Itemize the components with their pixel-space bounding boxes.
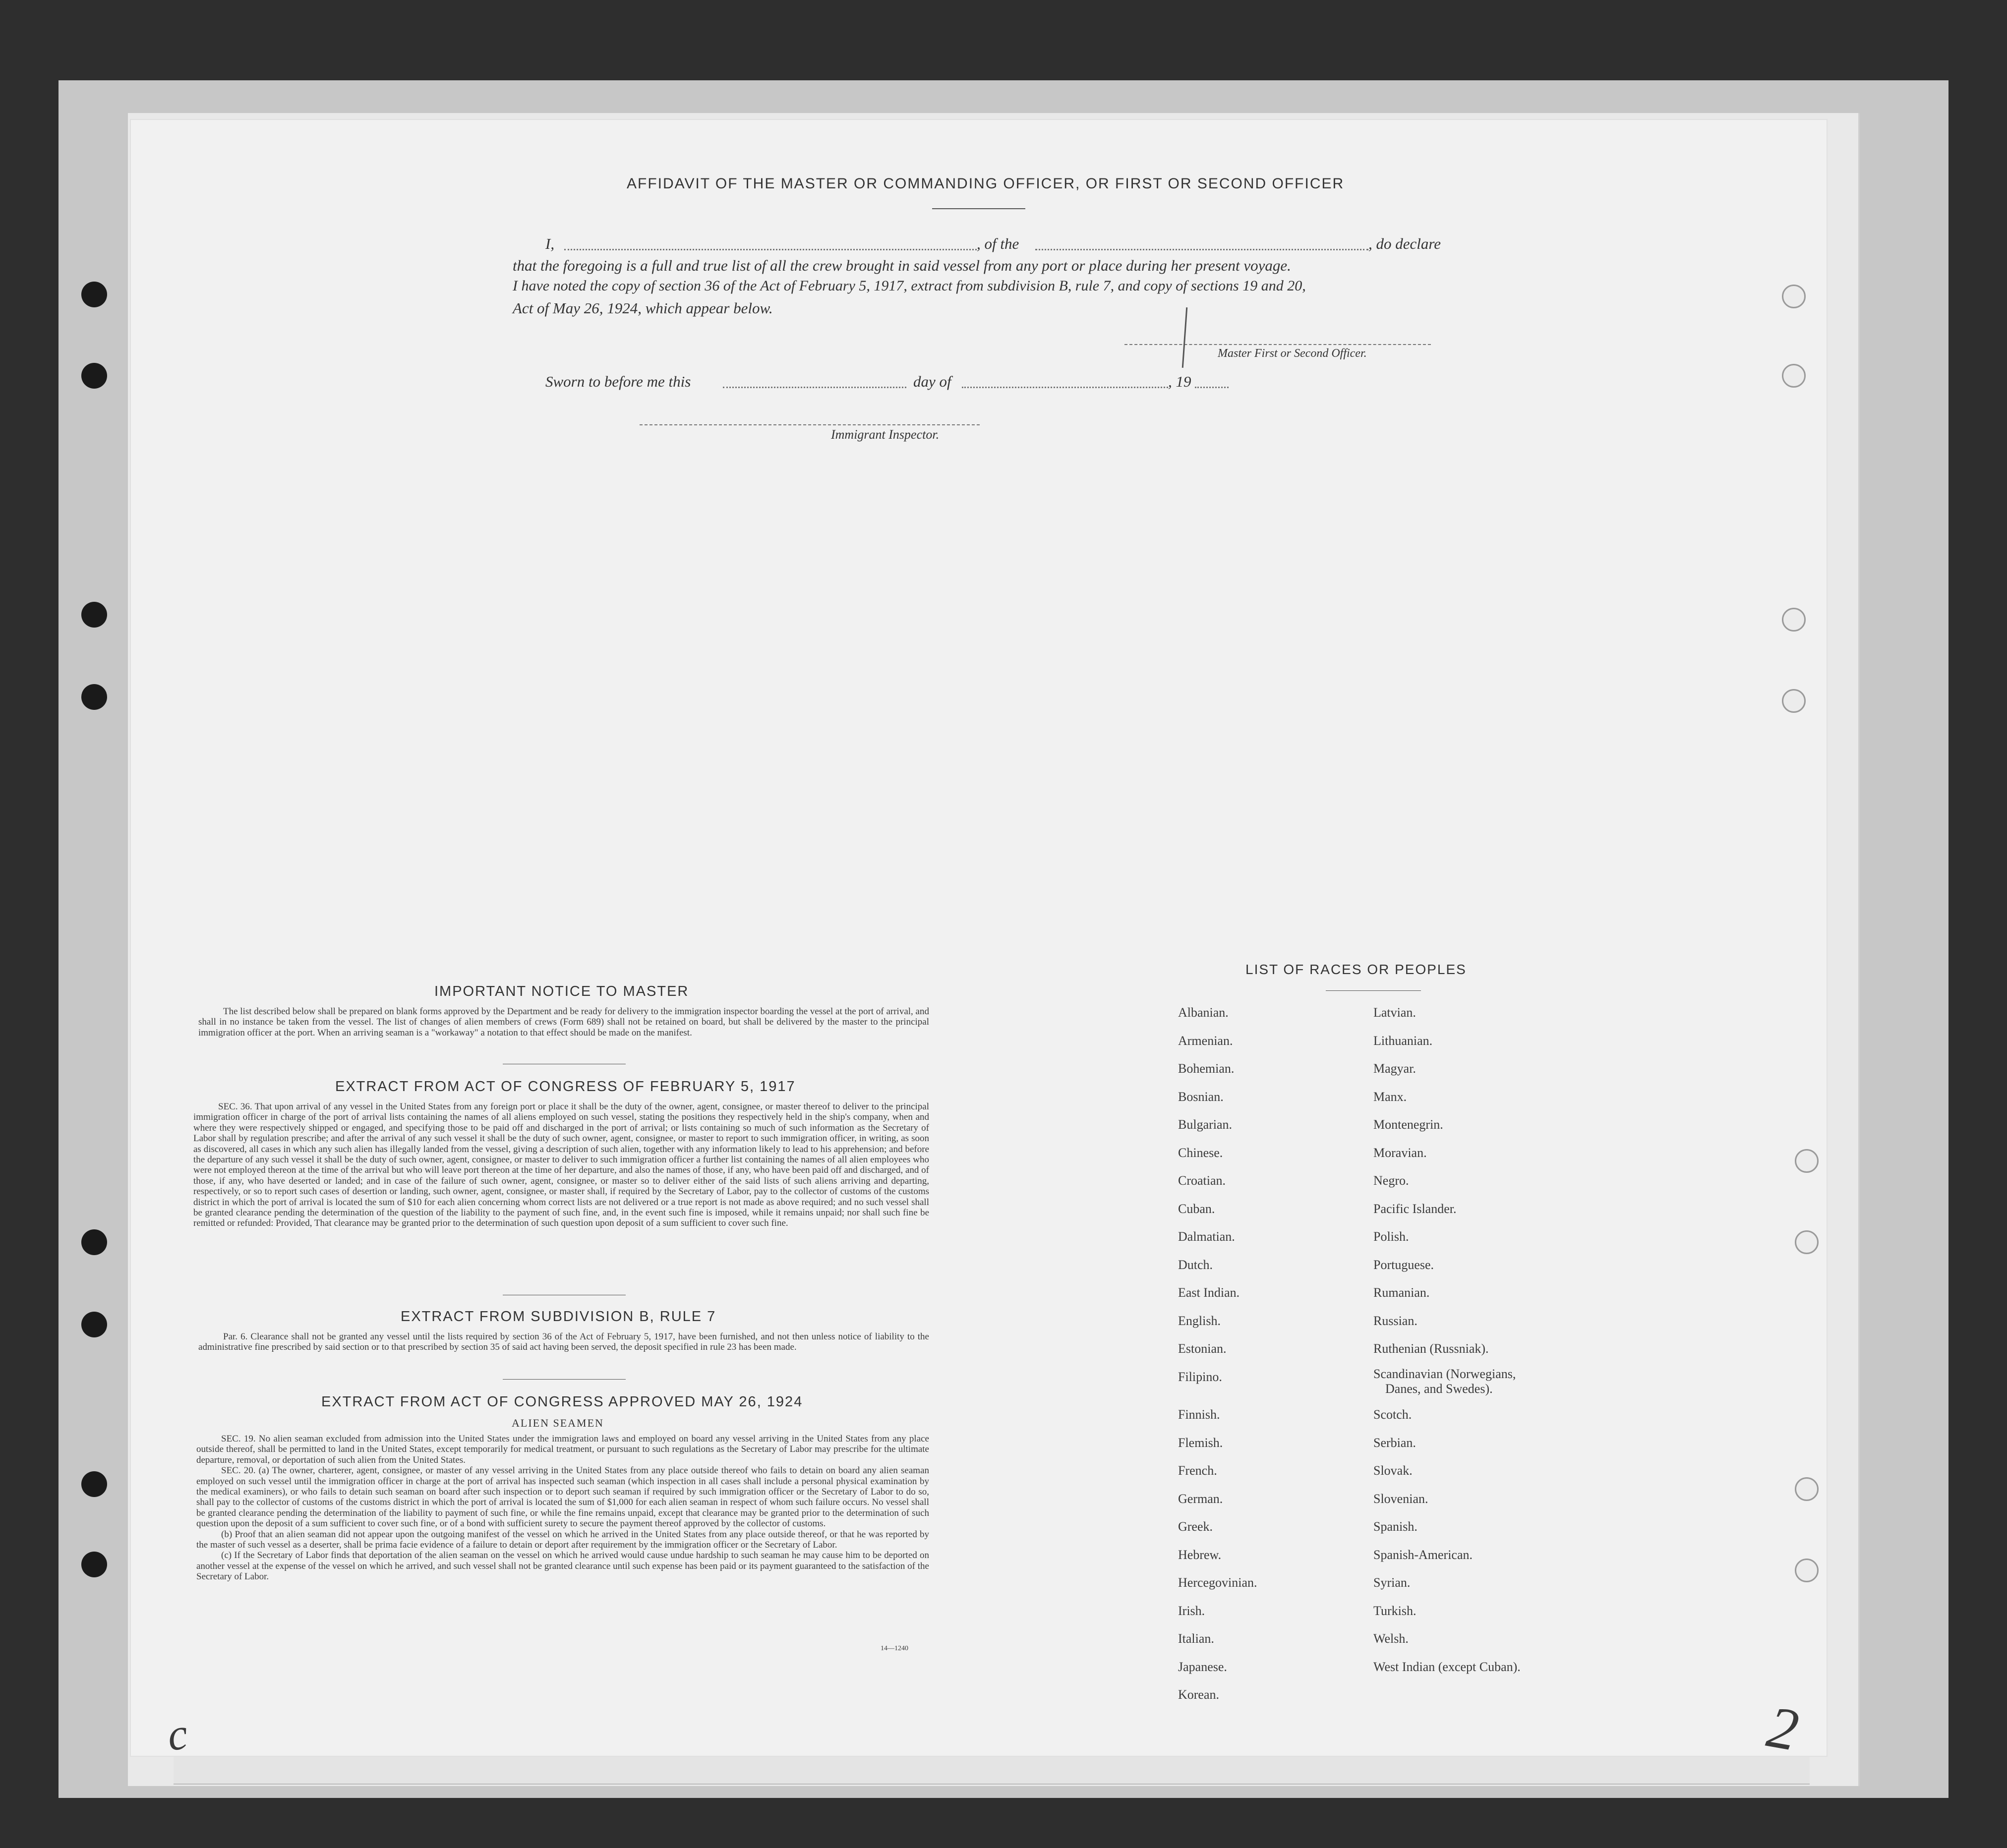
extract-rule7-text: [198, 1331, 929, 1364]
notice-paragraph: The list described below shall be prepared on blank forms approved by the Department and be ready for delivery to the immigration inspector boarding the vessel at the port of arrival, and shall in no instance be taken from the vessel. The list of changes of alien members of crews (Form 689) shall not be retained on board, but shall be delivered by the master to the principal immigration officer at the port. When an arriving seaman is a "workaway" a notation to that effect should be made on the manifest.: [198, 1006, 929, 1038]
punch-ring: [1795, 1477, 1819, 1501]
race-item: Spanish-American.: [1373, 1547, 1473, 1562]
sworn-label: Sworn to before me this: [545, 373, 691, 390]
race-item: Korean.: [1178, 1687, 1220, 1702]
sec-20b-paragraph: (b) Proof that an alien seaman did not appear upon the outgoing manifest of the vessel on which he arrived in the United States from any place outside thereof, or that he was reported by the master of such vessel as a deserter, shall be prima facie evidence of a failure to detain or deport after requirement by the immigration officer or the Secretary of Labor.: [196, 1529, 929, 1551]
affidavit-title: AFFIDAVIT OF THE MASTER OR COMMANDING OFFICER, OR FIRST OR SECOND OFFICER: [627, 175, 1345, 192]
sec-20c-paragraph: (c) If the Secretary of Labor finds that deportation of the alien seaman on the vessel on which he arrived would cause undue hardship to such seaman he may cause him to be deported on another vessel at the expense of the vessel on which he arrived, and such vessel shall not be granted clearance until such expense has been paid or its payment guaranteed to the satisfaction of the Secretary of Labor.: [196, 1550, 929, 1582]
race-item: Serbian.: [1373, 1435, 1416, 1450]
race-item: Polish.: [1373, 1229, 1409, 1244]
race-item: Pacific Islander.: [1373, 1201, 1457, 1216]
extract-1924-text: [196, 1434, 929, 1637]
day-of-label: day of: [913, 373, 951, 390]
race-item: Scotch.: [1373, 1407, 1412, 1422]
race-item: Slovenian.: [1373, 1491, 1428, 1506]
race-item: Russian.: [1373, 1313, 1417, 1328]
race-item: Turkish.: [1373, 1603, 1417, 1618]
punch-ring: [1782, 285, 1806, 308]
punch-hole: [81, 282, 107, 307]
races-title: LIST OF RACES OR PEOPLES: [1245, 962, 1467, 977]
race-item: Negro.: [1373, 1173, 1409, 1188]
race-item: Rumanian.: [1373, 1285, 1430, 1300]
race-item: Japanese.: [1178, 1659, 1227, 1674]
race-item: Slovak.: [1373, 1463, 1413, 1478]
section-divider: [503, 1379, 626, 1380]
master-signature-line[interactable]: [1124, 344, 1431, 345]
affidavit-i: I,: [545, 235, 555, 252]
sec-20a-paragraph: SEC. 20. (a) The owner, charterer, agent, consignee, or master of any vessel arriving in the United States from any place outside thereof who fails to detain on board any alien seaman employed on such vessel until the immigration officer in charge at the port of arrival has inspected such seaman (which inspection in all cases shall include a personal physical examination by the medical examiners), or who fails to detain such seaman on board after such inspection or to deport such seaman if required by such immigration officer or the Secretary of Labor to do so, shall pay to the collector of customs of the customs district in which the port of arrival is located the sum of $1,000 for each alien seaman in respect of whom such failure occurs. No vessel shall be granted clearance pending the determination of the liability to payment of such fine, or while the fine remains unpaid, except that clearance may be granted prior to the determination of such question upon the deposit of a sum sufficient to cover such fine, or of a bond with sufficient surety to secure the payment thereof approved by the collector of customs.: [196, 1465, 929, 1529]
race-item: Finnish.: [1178, 1407, 1220, 1422]
race-item: Dalmatian.: [1178, 1229, 1235, 1244]
race-item: French.: [1178, 1463, 1217, 1478]
race-item: Moravian.: [1373, 1145, 1427, 1160]
master-name-field[interactable]: [564, 249, 977, 250]
race-item: Spanish.: [1373, 1519, 1417, 1534]
race-item: Bohemian.: [1178, 1061, 1235, 1076]
punch-ring: [1782, 364, 1806, 388]
master-caption: Master First or Second Officer.: [1218, 347, 1367, 360]
race-item: Montenegrin.: [1373, 1117, 1443, 1132]
extract-rule7-paragraph: Par. 6. Clearance shall not be granted any vessel until the lists required by section 36 of the Act of February 5, 1917, have been furnished, and not then unless notice of liability to the administrative fine prescribed by said section or to that prescribed by section 35 of said act having been served, the deposit specified in rule 23 has been made.: [198, 1331, 929, 1353]
race-item: German.: [1178, 1491, 1223, 1506]
punch-hole: [81, 363, 107, 389]
punch-hole: [81, 602, 107, 628]
punch-ring: [1795, 1149, 1819, 1173]
race-item: English.: [1178, 1313, 1221, 1328]
extract-1924-subtitle: ALIEN SEAMEN: [512, 1417, 604, 1429]
race-item: Chinese.: [1178, 1145, 1223, 1160]
race-item: Irish.: [1178, 1603, 1205, 1618]
race-item: Estonian.: [1178, 1341, 1227, 1356]
sworn-month-field[interactable]: [962, 387, 1168, 388]
extract-1917-paragraph: SEC. 36. That upon arrival of any vessel in the United States from any foreign port or place it shall be the duty of the owner, agent, consignee, or master thereof to deliver to the principal immigration officer in charge of the port of arrival lists containing the names of all aliens employed on such vessel, stating the positions they respectively held in the ship's company, when and where they were respectively shipped or engaged, and specifying those to be paid off and discharged in the port of arrival; or lists containing so much of such information as the Secretary of Labor shall by regulation prescribe; and after the arrival of any such vessel it shall be the duty of such owner, agent, consignee, or master to report to such immigration officer, in writing, as soon as discovered, all cases in which any such alien has illegally landed from the vessel, giving a description of such alien, together with any information likely to lead to his apprehension; and before the departure of any such vessel it shall be the duty of such owner, agent, consignee, or master to deliver to such immigration officer a further list containing the names of all alien employees who were not employed thereon at the time of the arrival but who will leave port thereon at the time of her departure, and also the names of those, if any, who have been paid off and discharged, and of those, if any, who have deserted or landed; and in case of the failure of such owner, agent, consignee, or master so to deliver either of the said lists of such aliens arriving and departing, respectively, or so to report such cases of desertion or landing, such owner, agent, consignee, or master shall, if required by the Secretary of Labor, pay to the collector of customs of the customs district in which the port of arrival is located the sum of $10 for each alien concerning whom correct lists are not delivered or a true report is not made as above required; and no such vessel shall be granted clearance pending the determination of the question of the liability to the payment of such fine, and, in the event such fine is imposed, while it remains unpaid; nor shall such fine be remitted or refunded: Provided, That clearance may be granted prior to the determination of such question upon deposit of a sum sufficient to cover such fine.: [193, 1101, 929, 1229]
race-item: Manx.: [1373, 1089, 1407, 1104]
extract-1917-text: [193, 1101, 929, 1282]
race-item: Croatian.: [1178, 1173, 1226, 1188]
extract-1917-title: EXTRACT FROM ACT OF CONGRESS OF FEBRUARY 5, 1917: [335, 1079, 796, 1095]
extract-rule7-title: EXTRACT FROM SUBDIVISION B, RULE 7: [401, 1309, 716, 1325]
race-item: Portuguese.: [1373, 1257, 1434, 1272]
affidavit-line-4: Act of May 26, 1924, which appear below.: [513, 299, 773, 317]
races-title-underline: [1326, 990, 1421, 991]
notice-title: IMPORTANT NOTICE TO MASTER: [434, 983, 689, 999]
punch-hole: [81, 684, 107, 710]
affidavit-line-3: I have noted the copy of section 36 of the Act of February 5, 1917, extract from subdivision B, rule 7, and copy of sections 19 and 20,: [513, 278, 1306, 294]
race-item: Magyar.: [1373, 1061, 1416, 1076]
race-item: Hebrew.: [1178, 1547, 1222, 1562]
race-item: West Indian (except Cuban).: [1373, 1659, 1521, 1674]
race-item: Filipino.: [1178, 1369, 1222, 1384]
affidavit-line-2: that the foregoing is a full and true list of all the crew brought in said vessel from any port or place during her present voyage.: [513, 257, 1291, 274]
extract-1924-title: EXTRACT FROM ACT OF CONGRESS APPROVED MAY 26, 1924: [321, 1394, 803, 1410]
form-number: 14—1240: [881, 1645, 908, 1652]
punch-ring: [1782, 608, 1806, 632]
punch-hole: [81, 1552, 107, 1577]
race-item: East Indian.: [1178, 1285, 1240, 1300]
inspector-caption: Immigrant Inspector.: [831, 427, 940, 442]
race-item: Dutch.: [1178, 1257, 1213, 1272]
affidavit-declare: , do declare: [1368, 235, 1441, 252]
race-item: Ruthenian (Russniak).: [1373, 1341, 1489, 1356]
sworn-day-field[interactable]: [723, 387, 906, 388]
punch-ring: [1795, 1230, 1819, 1254]
punch-hole: [81, 1229, 107, 1255]
punch-hole: [81, 1471, 107, 1497]
punch-ring: [1795, 1559, 1819, 1582]
race-item: Hercegovinian.: [1178, 1575, 1257, 1590]
title-underline: [932, 208, 1025, 209]
punch-hole: [81, 1312, 107, 1337]
race-item: Bosnian.: [1178, 1089, 1224, 1104]
affidavit-of-the: , of the: [977, 235, 1019, 252]
notice-text: [198, 1006, 929, 1052]
race-item: Flemish.: [1178, 1435, 1223, 1450]
sworn-year-field[interactable]: [1195, 387, 1229, 388]
race-item: Syrian.: [1373, 1575, 1411, 1590]
race-item: Lithuanian.: [1373, 1033, 1433, 1048]
race-item: Cuban.: [1178, 1201, 1215, 1216]
year-prefix: , 19: [1168, 373, 1191, 390]
race-item: Italian.: [1178, 1631, 1214, 1646]
race-item: Albanian.: [1178, 1005, 1229, 1020]
handwritten-mark-right: 2: [1762, 1693, 1804, 1764]
race-item: Welsh.: [1373, 1631, 1409, 1646]
vessel-name-field[interactable]: [1035, 249, 1368, 250]
race-item: Bulgarian.: [1178, 1117, 1233, 1132]
race-item: Greek.: [1178, 1519, 1213, 1534]
handwritten-mark-left: c: [164, 1709, 191, 1761]
sec-19-paragraph: SEC. 19. No alien seaman excluded from admission into the United States under the immigration laws and employed on board any vessel arriving in the United States from any place outside thereof, shall be permitted to land in the United States, except temporarily for medical treatment, or pursuant to such regulations as the Secretary of Labor may prescribe for the ultimate departure, removal, or deportation of such alien from the United States.: [196, 1434, 929, 1465]
punch-ring: [1782, 689, 1806, 713]
race-item: Scandinavian (Norwegians,: [1373, 1366, 1516, 1381]
race-item: Danes, and Swedes).: [1385, 1381, 1493, 1396]
race-item: Latvian.: [1373, 1005, 1416, 1020]
race-item: Armenian.: [1178, 1033, 1233, 1048]
inspector-signature-line[interactable]: [640, 424, 980, 425]
